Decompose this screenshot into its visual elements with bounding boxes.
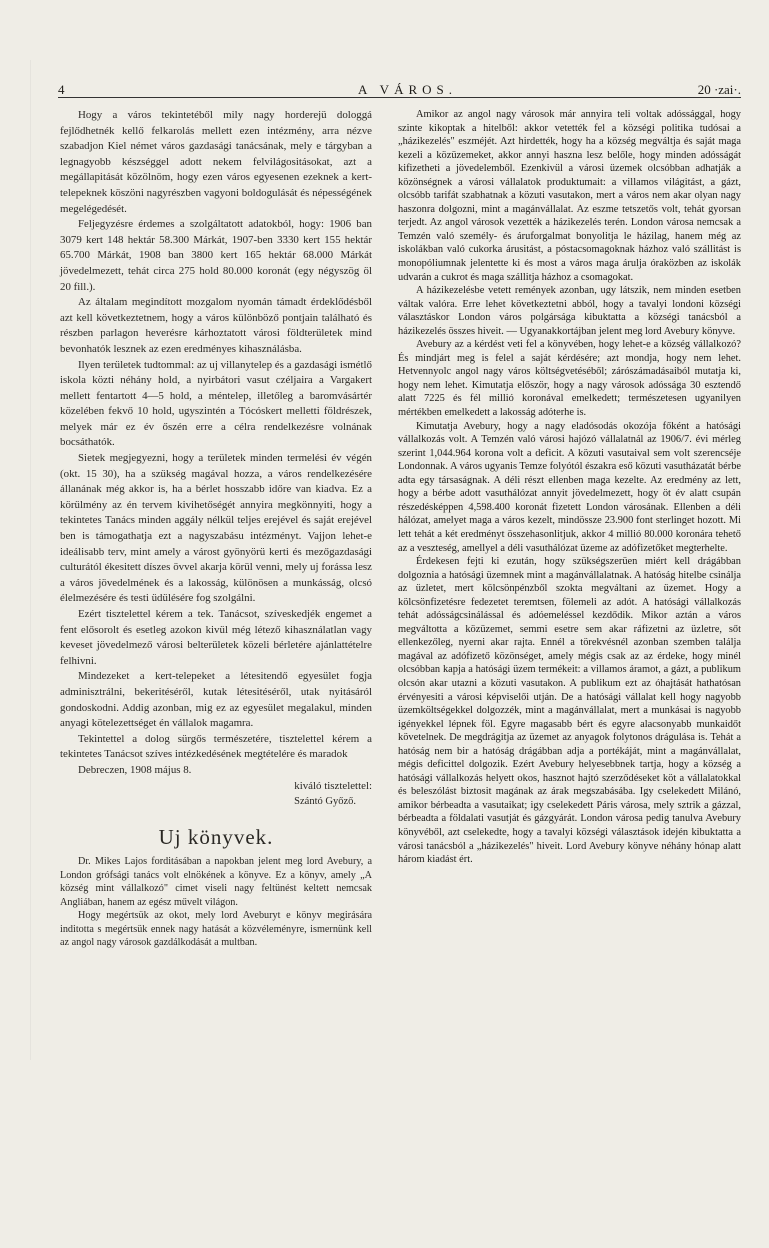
- signature-name: Szántó Győző.: [294, 796, 356, 808]
- newspaper-title: A VÁROS.: [358, 82, 458, 97]
- paragraph: Feljegyzésre érdemes a szolgáltatott adatokból, hogy: 1906 ban 3079 kert 148 hektár 58.300 Márkát, 1907-ben 3330 kert 155 hektár 65.700 Márkát, 1908 ban 3800 kert 165 hektár 68.000 Márkát jövedelmezett, tehát circa 275 hold 80.000 koronát (egy négyszög öl 20 fill.).: [60, 218, 372, 293]
- paragraph: Kimutatja Avebury, hogy a nagy eladósodás okozója főként a hatósági vállalkozás volt. A Temzén való városi hajózó vállalatnál az 1906/7. évi mérleg szerint 1,044.964 korona volt a deficit. A közuti vasutaival sem volt szerencséje Londonnak. A város ugyanis Temze folyótól északra eső közuti vasutházatát bérbe adta egy társaságnak. A déli részt ellenben maga kezelte. Az eredmény az lett, hogy a bérbe adott vasuthálózat annyit jövedelmezett, hogy öt év alatt csupán részedésképpen 4,598.400 koronát fizetett London városának. Ellenben a déli hálózat, amelyet maga a város kezelt, mindössze 23.900 font sterlinget hozott. Mi lett tehát a két eredményt összehasonlitjuk, akkor 4 millió 80.000 koronára tehető az a veszteség, amellyel a déli vasuthálózat üzeme az adófizetőket megterhelte.: [398, 420, 741, 554]
- paragraph: Ilyen területek tudtommal: az uj villanytelep és a gazdasági ismétlő iskola közti néhány hold, a nyirbátori vasut czéljaira a Vargakert mellett fentartott 4—5 hold, a méntelep, illetőleg a baromvásártér közelében fekvő 10 hold, ugyszintén a Tócóskert melletti földrészek, melyek már ez év őszén erre a célra rendelkezésre volnának bocsáthatók.: [60, 358, 372, 449]
- page-number-left: 4: [58, 82, 65, 97]
- left-column: [60, 108, 372, 950]
- header-rule: [58, 97, 741, 98]
- paragraph: A házikezelésbe vetett remények azonban, ugy látszik, nem minden esetben váltak valóra. Erre lehet következtetni abból, hogy a tavalyi londoni községi választáskor London város polgársága kibuktatta a községi tanácsból a házikezelés összes hiveit. — Ugyanakkortájban jelent meg lord Avebury könyve.: [398, 285, 741, 337]
- signature-block: [60, 779, 372, 810]
- paragraph: Az általam megindított mozgalom nyomán támadt érdeklődésből azt kell következtetnem, hogy a város különböző pontjain található és részben parlagon heverésre kárhoztatott városi földterületek mind bevonhatók lesznek az ezen eredményes kihasználásba.: [60, 296, 372, 355]
- paragraph: Dr. Mikes Lajos forditásában a napokban jelent meg lord Avebury, a London grófsági tanács volt elnökének a könyve. Ez a könyv, amely „A község mint vállalkozó" cimet viseli nagy feltünést keltett nemcsak Angliában, hanem az egész művelt világon.: [60, 856, 372, 908]
- paragraph: Sietek megjegyezni, hogy a területek minden termelési év végén (okt. 15 30), ha a szükség magával hozza, a város rendelkezésére állanának még akkor is, ha a bérlet hosszabb időre van kiadva. Ez a körülmény az én tervem kivihetőségét annyira megkönnyiti, hogy a tekintetes Tanács minden aggály nélkül teljes erejével és saját erejével ben is támogathatja ezt a nagyszabásu intézményt. Vajjon lehet-e ideálisabb terv, mint amely a várost gyönyörü kerti és mezőgazdasági culturától ékesitett díszes övvel akarja körül venni, mely uj forássa lesz a város jövedelmének és a lakosság, különösen a munkásság, olcsó élelmezésére és testi üdülésére fog szolgálni.: [60, 452, 372, 605]
- section-heading: Uj könyvek.: [158, 824, 274, 849]
- page-number-right: 20 ·zai·.: [697, 82, 741, 97]
- paragraph: Ezért tisztelettel kérem a tek. Tanácsot, szíveskedjék engemet a fent elősorolt és esetleg azokon kivül még létező kihasználatlan vagy keveset jövedelmező városi belterületek közeli bérletére ajánlattételre felhivni.: [60, 608, 372, 667]
- paragraph: Mindezeket a kert-telepeket a létesitendő egyesület fogja adminisztrálni, bekeritéséről, kutak létesitéséről, utak nyitásáról gondoskodni. Addig azonban, mig ez az egyesület megalakul, minden anyagi kötelezettséget én vállalok magamra.: [60, 670, 372, 730]
- paragraph: Hogy a város tekintetéből mily nagy horderejü dologgá fejlődhetnék kellő felkarolás mellett ezen intézmény, arra nézve szabadjon Kiel német város gazdasági tanácsának, mely e tárgyban a legnagyobb készséggel adott nekem felvilágositásokat, azt a megállapitását közölnöm, hogy ezen város egyesenen ezeknek a kert-telepeknek köszöni nagyrészben vagyoni boldogulását és népességének megelégedését.: [60, 109, 372, 215]
- book-section: [60, 855, 372, 950]
- page-edge-shadow: [30, 60, 31, 1060]
- right-column: [398, 108, 741, 867]
- paragraph: Avebury az a kérdést veti fel a könyvében, hogy lehet-e a község vállalkozó? És mindjárt meg is felel a saját kérdésére; azt mondja, hogy nem lehet. Hetvennyolc angol nagy város költségvetéséből; zárószámadásaiból mutatja ki, hogy nem lehet. Kimutatja először, hogy a nagy városok adóssága 30 esztendő alatt 7225 és fél millió koronával emelkedett; természetesen ugyanilyen mértékben emelkedett a lakosság adóterhe is.: [398, 339, 741, 419]
- paragraph: Amikor az angol nagy városok már annyira teli voltak adóssággal, hogy szinte kikoptak a hitelből: akkor vetették fel a községi politika tudósai a „házikezelés" eszméjét. Azt hirdették, hogy ha a község megváltja és saját maga kezeli a közüzemeket, akkor annyi haszna lesz belőle, hogy minden adósságát kifizetheti a jövedelemből. Ezenkivül a városi üzemek olcsóbban adhatják a közönségnek a városi vállalatok produktumait: a villamos világitást, a gázt, olcsóbb tarifát szabhatnak a közuti vasutakon, mert a város nem akar olyan nagy haszonra dolgozni, mint a magánvállalat. Az eszme tetszetős volt, tehát gyorsan terjedt. Az angol városok vezették a házikezelés terén. London városa nemcsak a Temzén való személy- és áruforgalmat bonyolitja le házilag, hanem még az iskolákban való cukorka árusitást, a póstacsomagoknak házhoz való szállitást is monopóliumnak jelentette ki és most a város maga árulja óraközben az iskolák udvarán a cukrot és maga szállitja házhoz a csomagokat.: [398, 109, 741, 283]
- signature-intro: kiváló tisztelettel:: [294, 779, 372, 792]
- page-header: [58, 80, 741, 102]
- dateline: Debreczen, 1908 május 8.: [78, 763, 192, 776]
- paragraph: Tekintettel a dolog sürgős természetére, tisztelettel kérem a tekintetes Tanácsot szíves intézkedésének megtételére és maradok: [60, 732, 372, 761]
- paragraph: Érdekesen fejti ki ezután, hogy szükségszerüen miért kell drágábban dolgoznia a hatósági üzemnek mint a magánvállalatnak. A hatóság hitelbe csinálja az üzletet, mert kölcsönpénzből szokta megváltani az üzemet. Hogy a kölcsönfizetésre fedezetet teremtsen, fölemeli az adót. A hatósági vállalkozás tehát adósságcsinálással és adóemeléssel kezdődik. Mikor aztán a város megváltotta a közüzemet, semmi esetre sem akar ráfizetni az üzletre, sőt ellenkezőleg, nyerni akar rajta. Ennél a törekvésnél azonban szemben találja magával az adófizető közönséget, amely mégis csak az az érdeke, hogy minél olcsóbban kapja a hatósági üzem termékeit: a villamos áramot, a gázt, a publikum olcsón akar utazni a közuti vasutakon. A publikum ezt az óhajtását hathatósan érvényesiti a városi képviselői utján. De a hatósági vállalat kell hogy nagyobb üzemköltségekkel dolgozzék, mint a magánvállalat, mert a munkásai is nagyobb igényekkel lépnek föl. Egyre magasabb bért és egyre alacsonyabb munkaidőt követelnek. De megdrágitja az üzemet az anyagok folytonos drágulása is. Tehát a hatóság nem bir a hatóság drágábban adja a portékáját, mint a magánvállalat, mégis deficittel dolgozik. Ezért Avebury helyesebbnek tartja, hogy a község a hatósági vállalkozás helyett okos, hasznot hajtó szerződéseket köt a vállalatokkal és beleszólást biztosit magának az árak megszabásába. Igy cselekedett Milánó, amikor bérbeadta a vasutaikat; igy cselekedett Páris városa, mely sztrik a gázzal, bérbeadta a földalati vasutját és gázgyárát. London városa pedig tanulva Avebury könyvéből, azt cselekedte, hogy a tavalyi községi választások idején kibuktatta a városi tanácsból a „házikezelés" hiveit. Lord Avebury könyve néhány hónap alatt három kiadást ért.: [398, 556, 741, 866]
- paragraph: Hogy megértsük az okot, mely lord Aveburyt e könyv megirására inditotta s megértsük ennek nagy hatását a közvéleményre, ismernünk kell az angol nagy városok gazdálkodását a multban.: [60, 910, 372, 949]
